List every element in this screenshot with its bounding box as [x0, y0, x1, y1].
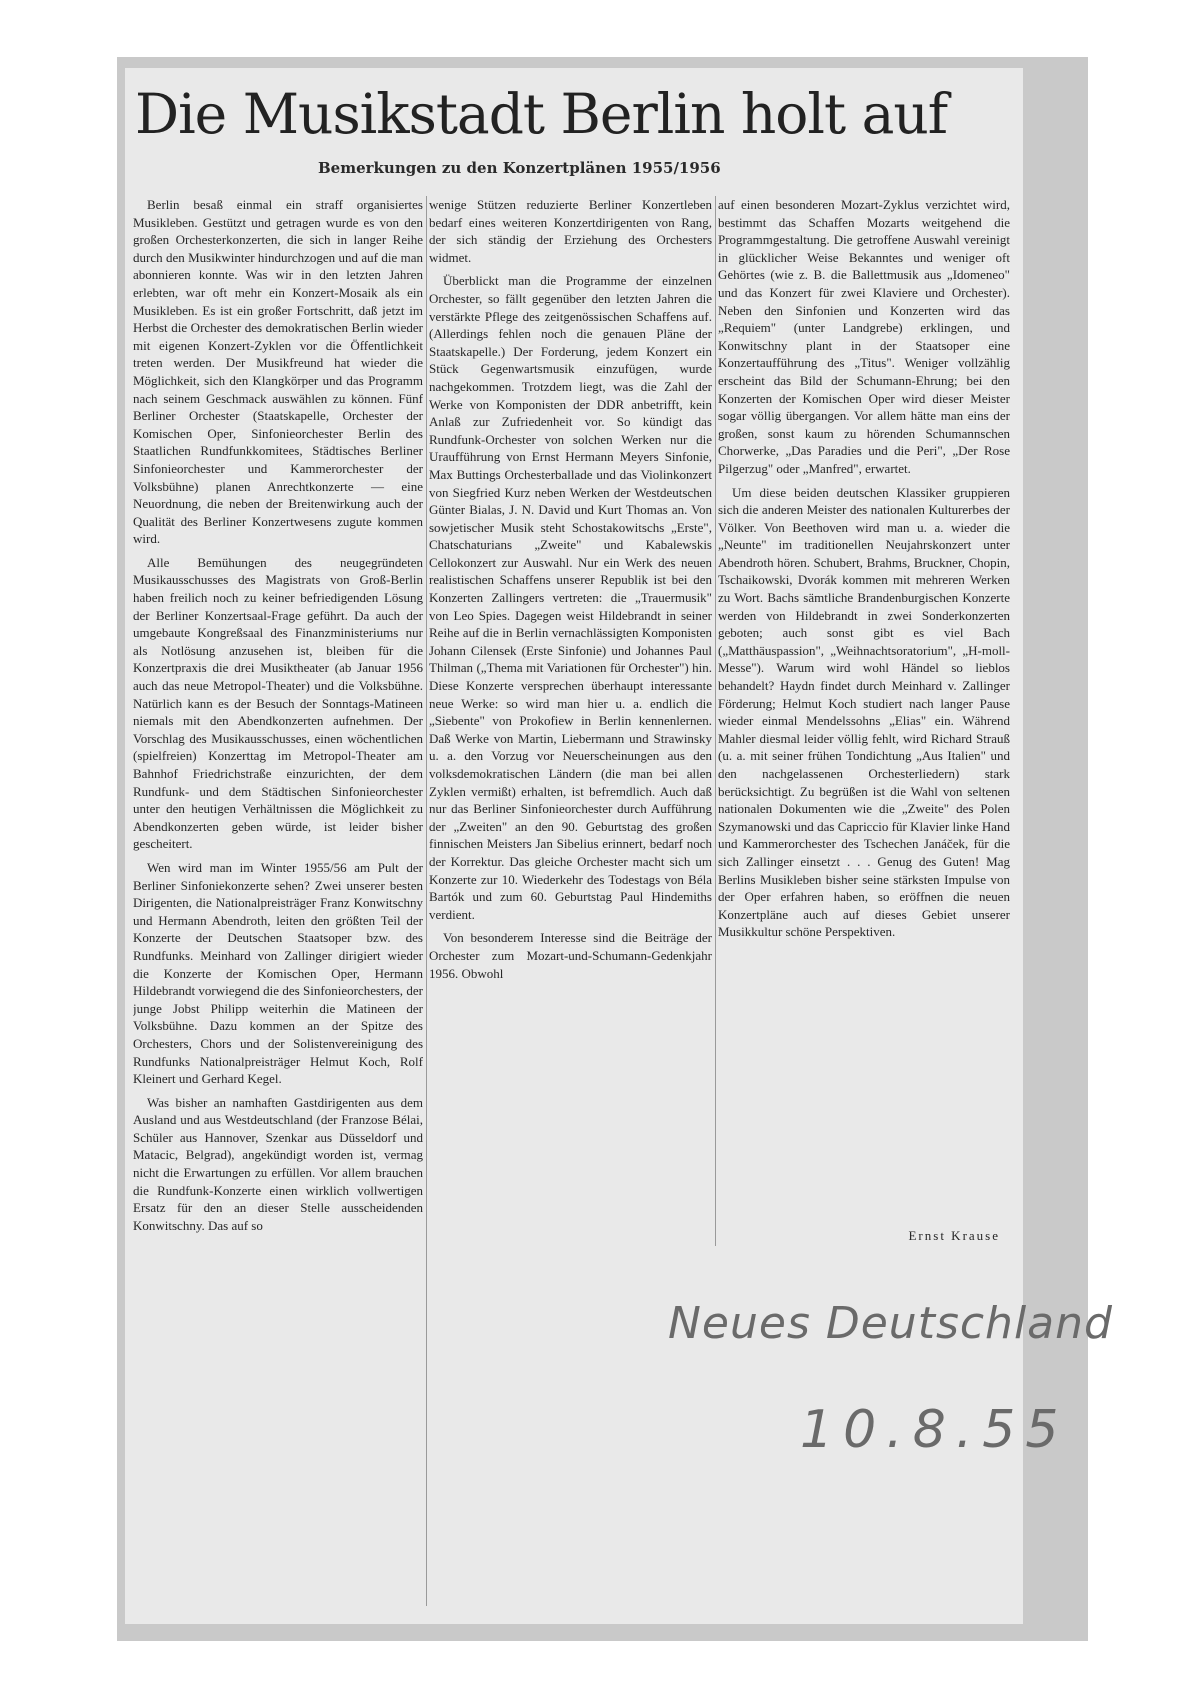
article-headline: Die Musikstadt Berlin holt auf	[135, 82, 948, 146]
paragraph: auf einen besonderen Mozart-Zyklus verzichtet wird, bestimmt das Schaffen Mozarts weitgehend die Programmgestaltung. Die getroffene Auswahl vereinigt in glücklicher Weise Bekanntes und weniger oft Gehörtes (wie z. B. die Ballettmusik aus „Idomeneo" und das Konzert für zwei Klaviere und Orchester). Neben den Sinfonien und Konzerten wird das „Requiem" (unter Landgrebe) erklingen, und Konwitschny plant in der Staatsoper eine Konzertaufführung des „Titus". Weniger vollzählig erscheint das Bild der Schumann-Ehrung; bei den Konzerten der Komischen Oper wird dieser Meister sogar völlig übergangen. Vor allem hätte man eins der großen, sonst kaum zu hörenden Schumannschen Chorwerke, „Das Paradies und die Peri", „Der Rose Pilgerzug" oder „Manfred", erwartet.	[718, 197, 1010, 476]
article-column-3	[718, 196, 1010, 1218]
paragraph: wenige Stützen reduzierte Berliner Konzertleben bedarf eines weiteren Konzertdirigenten von Rang, der sich ständig der Erziehung des Orchesters widmet.	[429, 197, 712, 265]
article-column-2	[429, 196, 712, 1248]
paragraph: Wen wird man im Winter 1955/56 am Pult der Berliner Sinfoniekonzerte sehen? Zwei unserer besten Dirigenten, die Nationalpreisträger Franz Konwitschny und Hermann Abendroth, leiten den größten Teil der Konzerte der Deutschen Staatsoper bzw. des Rundfunks. Meinhard von Zallinger dirigiert wieder die Konzerte der Komischen Oper, Hermann Hildebrandt vorwiegend die des Sinfonieorchesters, der junge Jobst Philipp weiterhin die Matineen der Volksbühne. Dazu kommen an der Spitze des Orchesters, Chors und der Solistenvereinigung des Rundfunks Nationalpreisträger Helmut Koch, Rolf Kleinert und Gerhard Kegel.	[133, 859, 423, 1087]
article-subheadline: Bemerkungen zu den Konzertplänen 1955/1956	[318, 159, 721, 177]
handwritten-date-note: 10.8.55	[800, 1400, 1069, 1460]
paragraph: Was bisher an namhaften Gastdirigenten aus dem Ausland und aus Westdeutschland (der Franzose Bélai, Schüler aus Hannover, Szenkar aus Düsseldorf und Matacic, Belgrad), angekündigt worden ist, vermag nicht die Erwartungen zu erfüllen. Vor allem brauchen die Rundfunk-Konzerte einen wirklich vollwertigen Ersatz für den an dieser Stelle ausscheidenden Konwitschny. Das auf so	[133, 1094, 423, 1233]
paragraph: Alle Bemühungen des neugegründeten Musikausschusses des Magistrats von Groß-Berlin haben freilich noch zu keiner befriedigenden Lösung der Berliner Konzertsaal-Frage geführt. Da auch der umgebaute Kongreßsaal des Finanzministeriums nur als Notlösung anzusehen ist, bleiben für die Konzertpraxis die drei Musiktheater (ab Januar 1956 auch das neue Metropol-Theater) und die Volksbühne. Natürlich kann es der Besuch der Sonntags-Matineen niemals mit den Abendkonzerten aufnehmen. Der Vorschlag des Musikausschusses, einen wöchentlichen (spielfreien) Konzerttag im Metropol-Theater am Bahnhof Friedrichstraße einzurichten, der dem Rundfunk- und dem Städtischen Sinfonieorchester unter den heutigen Verhältnissen die Möglichkeit zu Abendkonzerten geben würde, ist leider bisher gescheitert.	[133, 554, 423, 852]
column-divider	[426, 196, 427, 1606]
paragraph: Berlin besaß einmal ein straff organisiertes Musikleben. Gestützt und getragen wurde es von den großen Orchesterkonzerten, die sich in langer Reihe durch den Musikwinter hindurchzogen und auf die man abonnieren konnte. Was wir in den letzten Jahren erlebten, war oft mehr ein Konzert-Mosaik als ein Musikleben. Es ist ein großer Fortschritt, daß jetzt im Herbst die Orchester des demokratischen Berlin wieder mit eigenen Konzert-Zyklen vor die Öffentlichkeit treten werden. Der Musikfreund hat wieder die Möglichkeit, sich den Klangkörper und das Programm nach seinem Geschmack auswählen zu können. Fünf Berliner Orchester (Staatskapelle, Orchester der Komischen Oper, Sinfonieorchester Berlin des Staatlichen Rundfunkkomitees, Städtisches Berliner Sinfonieorchester und Kammerorchester der Volksbühne) planen Anrechtkonzerte — eine Neuordnung, die neben der Breitenwirkung auch der Qualität des Berliner Konzertwesens zugute kommen wird.	[133, 197, 423, 547]
handwritten-source-note: Neues Deutschland	[668, 1298, 1113, 1349]
paragraph: Überblickt man die Programme der einzelnen Orchester, so fällt gegenüber den letzten Jahren die verstärkte Pflege des zeitgenössischen Schaffens auf. (Allerdings fehlen noch die genauen Pläne der Staatskapelle.) Der Forderung, jedem Konzert ein Stück Gegenwartsmusik einzufügen, wurde nachgekommen. Trotzdem liegt, was die Zahl der Werke von Komponisten der DDR anbetrifft, kein Anlaß zur Zufriedenheit vor. So kündigt das Rundfunk-Orchester von solchen Werken nur die Uraufführung von Ernst Hermann Meyers Sinfonie, Max Buttings Orchesterballade und das Violinkonzert von Siegfried Kurz neben Werken der Westdeutschen Günter Bialas, J. N. David und Kurt Thomas an. Von sowjetischer Musik steht Schostakowitschs „Erste", Chatschaturians „Zweite" und Kabalewskis Cellokonzert zur Auswahl. Nur ein Werk des neuen realistischen Schaffens unserer Republik ist bei den Konzerten Zallingers vertreten: die „Trauermusik" von Leo Spies. Dagegen weist Hildebrandt in seiner Reihe auf die in Berlin vernachlässigten Komponisten Johann Cilensek (Erste Sinfonie) und Johannes Paul Thilman („Thema mit Variationen für Orchester") hin. Diese Konzerte versprechen überhaupt interessante neue Werke: so wird man hier u. a. endlich die „Siebente" von Prokofiew in Berlin kennenlernen. Daß Werke von Martin, Liebermann und Strawinsky u. a. den Vorzug vor Neuerscheinungen aus den volksdemokratischen Ländern (die man bei allen Zyklen vermißt) erhalten, ist befremdlich. Auch daß nur das Berliner Sinfonieorchester durch Aufführung der „Zweiten" an den 90. Geburtstag des großen finnischen Meisters Jan Sibelius erinnert, bedarf noch der Korrektur. Das gleiche Orchester macht sich um Konzerte zur 10. Wiederkehr des Todestags von Béla Bartók und zum 60. Geburtstag Paul Hindemiths verdient.	[429, 273, 712, 922]
author-signature: Ernst Krause	[908, 1228, 1000, 1243]
paragraph: Um diese beiden deutschen Klassiker gruppieren sich die anderen Meister des nationalen Kulturerbes der Völker. Von Beethoven wird man u. a. wieder die „Neunte" im traditionellen Neujahrskonzert unter Abendroth hören. Schubert, Brahms, Bruckner, Chopin, Tschaikowski, Dvorák kommen mit mehreren Werken zu Wort. Bachs sämtliche Brandenburgischen Konzerte werden von Hildebrandt in zwei Sonderkonzerten geboten; auch sonst gibt es viel Bach („Matthäuspassion", „Weihnachtsoratorium", „H-moll-Messe"). Warum wird wohl Händel so lieblos behandelt? Haydn findet durch Meinhard v. Zallinger Förderung; Helmut Koch studiert nach langer Pause wieder einmal Mendelssohns „Elias" ein. Während Mahler diesmal leider völlig fehlt, wird Richard Strauß (u. a. mit seiner frühen Tondichtung „Aus Italien" und den nachgelassenen Orchesterliedern) stark berücksichtigt. Zu begrüßen ist die Wahl von seltenen nationalen Dokumenten wie die „Zweite" des Polen Szymanowski und das Capriccio für Klavier linke Hand und Kammerorchester des Tschechen Janáček, für die sich Zallinger einsetzt . . . Genug des Guten! Mag Berlins Musikleben bisher seine stärksten Impulse von der Oper erfahren haben, so eröffnen die neuen Konzertpläne auch auf dieses Gebiet unserer Musikkultur schöne Perspektiven.	[718, 484, 1010, 940]
paragraph: Von besonderem Interesse sind die Beiträge der Orchester zum Mozart-und-Schumann-Gedenkjahr 1956. Obwohl	[429, 930, 712, 981]
article-column-1	[133, 196, 423, 1608]
column-divider	[715, 196, 716, 1246]
